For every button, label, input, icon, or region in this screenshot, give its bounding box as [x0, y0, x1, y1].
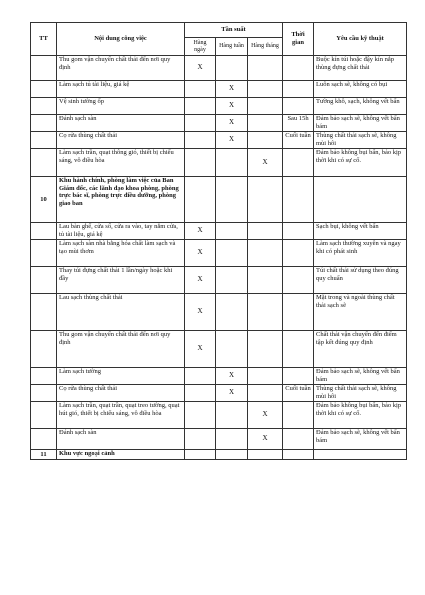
row-number	[31, 267, 57, 294]
requirement-cell	[314, 450, 407, 460]
requirement-cell: Túi chất thải sử dụng theo đúng quy chuẩn	[314, 267, 407, 294]
row-number	[31, 115, 57, 132]
row-number: 11	[31, 450, 57, 460]
row-number	[31, 402, 57, 429]
table-row	[31, 98, 407, 115]
table-row	[31, 331, 407, 368]
task-description: Cọ rửa thùng chất thải	[57, 385, 185, 402]
header-tt: TT	[31, 23, 57, 56]
row-number	[31, 132, 57, 149]
daily-mark	[185, 98, 216, 115]
row-number	[31, 294, 57, 331]
daily-mark	[185, 368, 216, 385]
monthly-mark	[248, 294, 283, 331]
header-time: Thời gian	[283, 23, 314, 56]
monthly-mark	[248, 450, 283, 460]
monthly-mark	[248, 177, 283, 223]
time-cell: Sau 15h	[283, 115, 314, 132]
time-cell	[283, 56, 314, 81]
weekly-mark	[216, 223, 248, 240]
weekly-mark	[216, 450, 248, 460]
table-row	[31, 223, 407, 240]
row-number	[31, 240, 57, 267]
monthly-mark	[248, 240, 283, 267]
monthly-mark	[248, 115, 283, 132]
monthly-mark: X	[248, 429, 283, 450]
weekly-mark: X	[216, 115, 248, 132]
monthly-mark	[248, 81, 283, 98]
weekly-mark: X	[216, 368, 248, 385]
weekly-mark	[216, 402, 248, 429]
daily-mark: X	[185, 223, 216, 240]
weekly-mark: X	[216, 81, 248, 98]
weekly-mark	[216, 429, 248, 450]
row-number	[31, 149, 57, 177]
task-description: Lau bàn ghế, cửa sổ, cửa ra vào, tay nắm cửa, tủ tài liệu, giá kệ	[57, 223, 185, 240]
header-content: Nội dung công việc	[57, 23, 185, 56]
requirement-cell: Buộc kín túi hoặc đậy kín nắp thùng đựng chất thải	[314, 56, 407, 81]
weekly-mark: X	[216, 132, 248, 149]
header-daily: Hàng ngày	[185, 38, 216, 56]
requirement-cell: Đảm bảo sạch sẽ, không vết bẩn bám	[314, 115, 407, 132]
table-row	[31, 368, 407, 385]
table-row	[31, 385, 407, 402]
daily-mark: X	[185, 240, 216, 267]
header-weekly: Hàng tuần	[216, 38, 248, 56]
table-row	[31, 149, 407, 177]
row-number	[31, 56, 57, 81]
requirement-cell: Thùng chất thải sạch sẽ, không mùi hôi	[314, 385, 407, 402]
task-description: Thay túi đựng chất thải 1 lần/ngày hoặc khi đầy	[57, 267, 185, 294]
time-cell	[283, 294, 314, 331]
daily-mark	[185, 81, 216, 98]
task-description: Làm sạch tường	[57, 368, 185, 385]
requirement-cell: Chất thải vận chuyển đến điểm tập kết đúng quy định	[314, 331, 407, 368]
time-cell: Cuối tuần	[283, 132, 314, 149]
table-row	[31, 294, 407, 331]
table-row	[31, 81, 407, 98]
weekly-mark: X	[216, 98, 248, 115]
requirement-cell: Đảm bảo không bụi bẩn, bảo kịp thời khi có sự cố.	[314, 402, 407, 429]
monthly-mark	[248, 368, 283, 385]
header-monthly: Hàng tháng	[248, 38, 283, 56]
requirement-cell: Thùng chất thải sạch sẽ, không mùi hôi	[314, 132, 407, 149]
time-cell	[283, 240, 314, 267]
weekly-mark	[216, 331, 248, 368]
daily-mark	[185, 177, 216, 223]
daily-mark	[185, 132, 216, 149]
daily-mark: X	[185, 267, 216, 294]
table-row	[31, 267, 407, 294]
task-description: Lau sạch thùng chất thải	[57, 294, 185, 331]
table-row	[31, 56, 407, 81]
requirement-cell: Sạch bụi, không vết bẩn	[314, 223, 407, 240]
weekly-mark: X	[216, 385, 248, 402]
weekly-mark	[216, 240, 248, 267]
row-number	[31, 385, 57, 402]
daily-mark	[185, 429, 216, 450]
row-number	[31, 331, 57, 368]
requirement-cell: Đảm bảo sạch sẽ, không vết bẩn bám	[314, 368, 407, 385]
time-cell	[283, 98, 314, 115]
time-cell	[283, 368, 314, 385]
row-number	[31, 223, 57, 240]
daily-mark	[185, 115, 216, 132]
daily-mark: X	[185, 294, 216, 331]
table-row	[31, 240, 407, 267]
task-description: Cọ rửa thùng chất thải	[57, 132, 185, 149]
requirement-cell: Làm sạch thường xuyên và ngay khi có phát sinh	[314, 240, 407, 267]
weekly-mark	[216, 177, 248, 223]
daily-mark: X	[185, 331, 216, 368]
monthly-mark	[248, 132, 283, 149]
requirement-cell: Mặt trong và ngoài thùng chất thải sạch sẽ	[314, 294, 407, 331]
weekly-mark	[216, 56, 248, 81]
task-description: Làm sạch tủ tài liệu, giá kệ	[57, 81, 185, 98]
daily-mark	[185, 450, 216, 460]
row-number: 10	[31, 177, 57, 223]
table-body	[31, 56, 407, 460]
table-row	[31, 115, 407, 132]
requirement-cell: Đảm bảo không bụi bẩn, bảo kịp thời khi có sự cố.	[314, 149, 407, 177]
monthly-mark	[248, 385, 283, 402]
weekly-mark	[216, 149, 248, 177]
row-number	[31, 429, 57, 450]
requirement-cell: Tường khô, sạch, không vết bẩn	[314, 98, 407, 115]
table-row	[31, 402, 407, 429]
requirement-cell: Luôn sạch sẽ, không có bụi	[314, 81, 407, 98]
task-description: Thu gom vận chuyển chất thải đến nơi quy định	[57, 331, 185, 368]
task-description: Đánh sạch sàn	[57, 429, 185, 450]
time-cell	[283, 429, 314, 450]
monthly-mark	[248, 223, 283, 240]
time-cell	[283, 267, 314, 294]
monthly-mark	[248, 267, 283, 294]
table-row	[31, 132, 407, 149]
monthly-mark	[248, 331, 283, 368]
requirement-cell: Đảm bảo sạch sẽ, không vết bẩn bám	[314, 429, 407, 450]
time-cell	[283, 331, 314, 368]
task-description: Làm sạch trần, quạt thông gió, thiết bị chiếu sáng, vô điều hòa	[57, 149, 185, 177]
daily-mark	[185, 385, 216, 402]
monthly-mark	[248, 56, 283, 81]
time-cell	[283, 450, 314, 460]
time-cell	[283, 177, 314, 223]
task-description: Làm sạch sàn nhà bằng hóa chất làm sạch và tạo mùi thơm	[57, 240, 185, 267]
task-description: Đánh sạch sàn	[57, 115, 185, 132]
header-frequency: Tần suất	[185, 23, 283, 38]
time-cell	[283, 223, 314, 240]
task-description: Khu hành chính, phòng làm việc của Ban Giám đốc, các lãnh đạo khoa phòng, phòng trực bác sĩ, phòng trực điều dưỡng, phòng giao ban	[57, 177, 185, 223]
monthly-mark: X	[248, 402, 283, 429]
weekly-mark	[216, 267, 248, 294]
daily-mark: X	[185, 56, 216, 81]
row-number	[31, 368, 57, 385]
task-description: Làm sạch trần, quạt trần, quạt treo tường, quạt hút gió, thiết bị chiếu sáng, vô điều hòa	[57, 402, 185, 429]
monthly-mark	[248, 98, 283, 115]
time-cell	[283, 402, 314, 429]
monthly-mark: X	[248, 149, 283, 177]
daily-mark	[185, 149, 216, 177]
daily-mark	[185, 402, 216, 429]
task-description: Thu gom vận chuyển chất thải đến nơi quy định	[57, 56, 185, 81]
row-number	[31, 98, 57, 115]
row-number	[31, 81, 57, 98]
table-row	[31, 429, 407, 450]
requirement-cell	[314, 177, 407, 223]
task-description: Vệ sinh tường ốp	[57, 98, 185, 115]
table-row	[31, 450, 407, 460]
time-cell	[283, 81, 314, 98]
header-requirement: Yêu cầu kỹ thuật	[314, 23, 407, 56]
work-table	[30, 22, 407, 460]
table-row	[31, 177, 407, 223]
time-cell	[283, 149, 314, 177]
task-description: Khu vực ngoại cảnh	[57, 450, 185, 460]
weekly-mark	[216, 294, 248, 331]
time-cell: Cuối tuần	[283, 385, 314, 402]
